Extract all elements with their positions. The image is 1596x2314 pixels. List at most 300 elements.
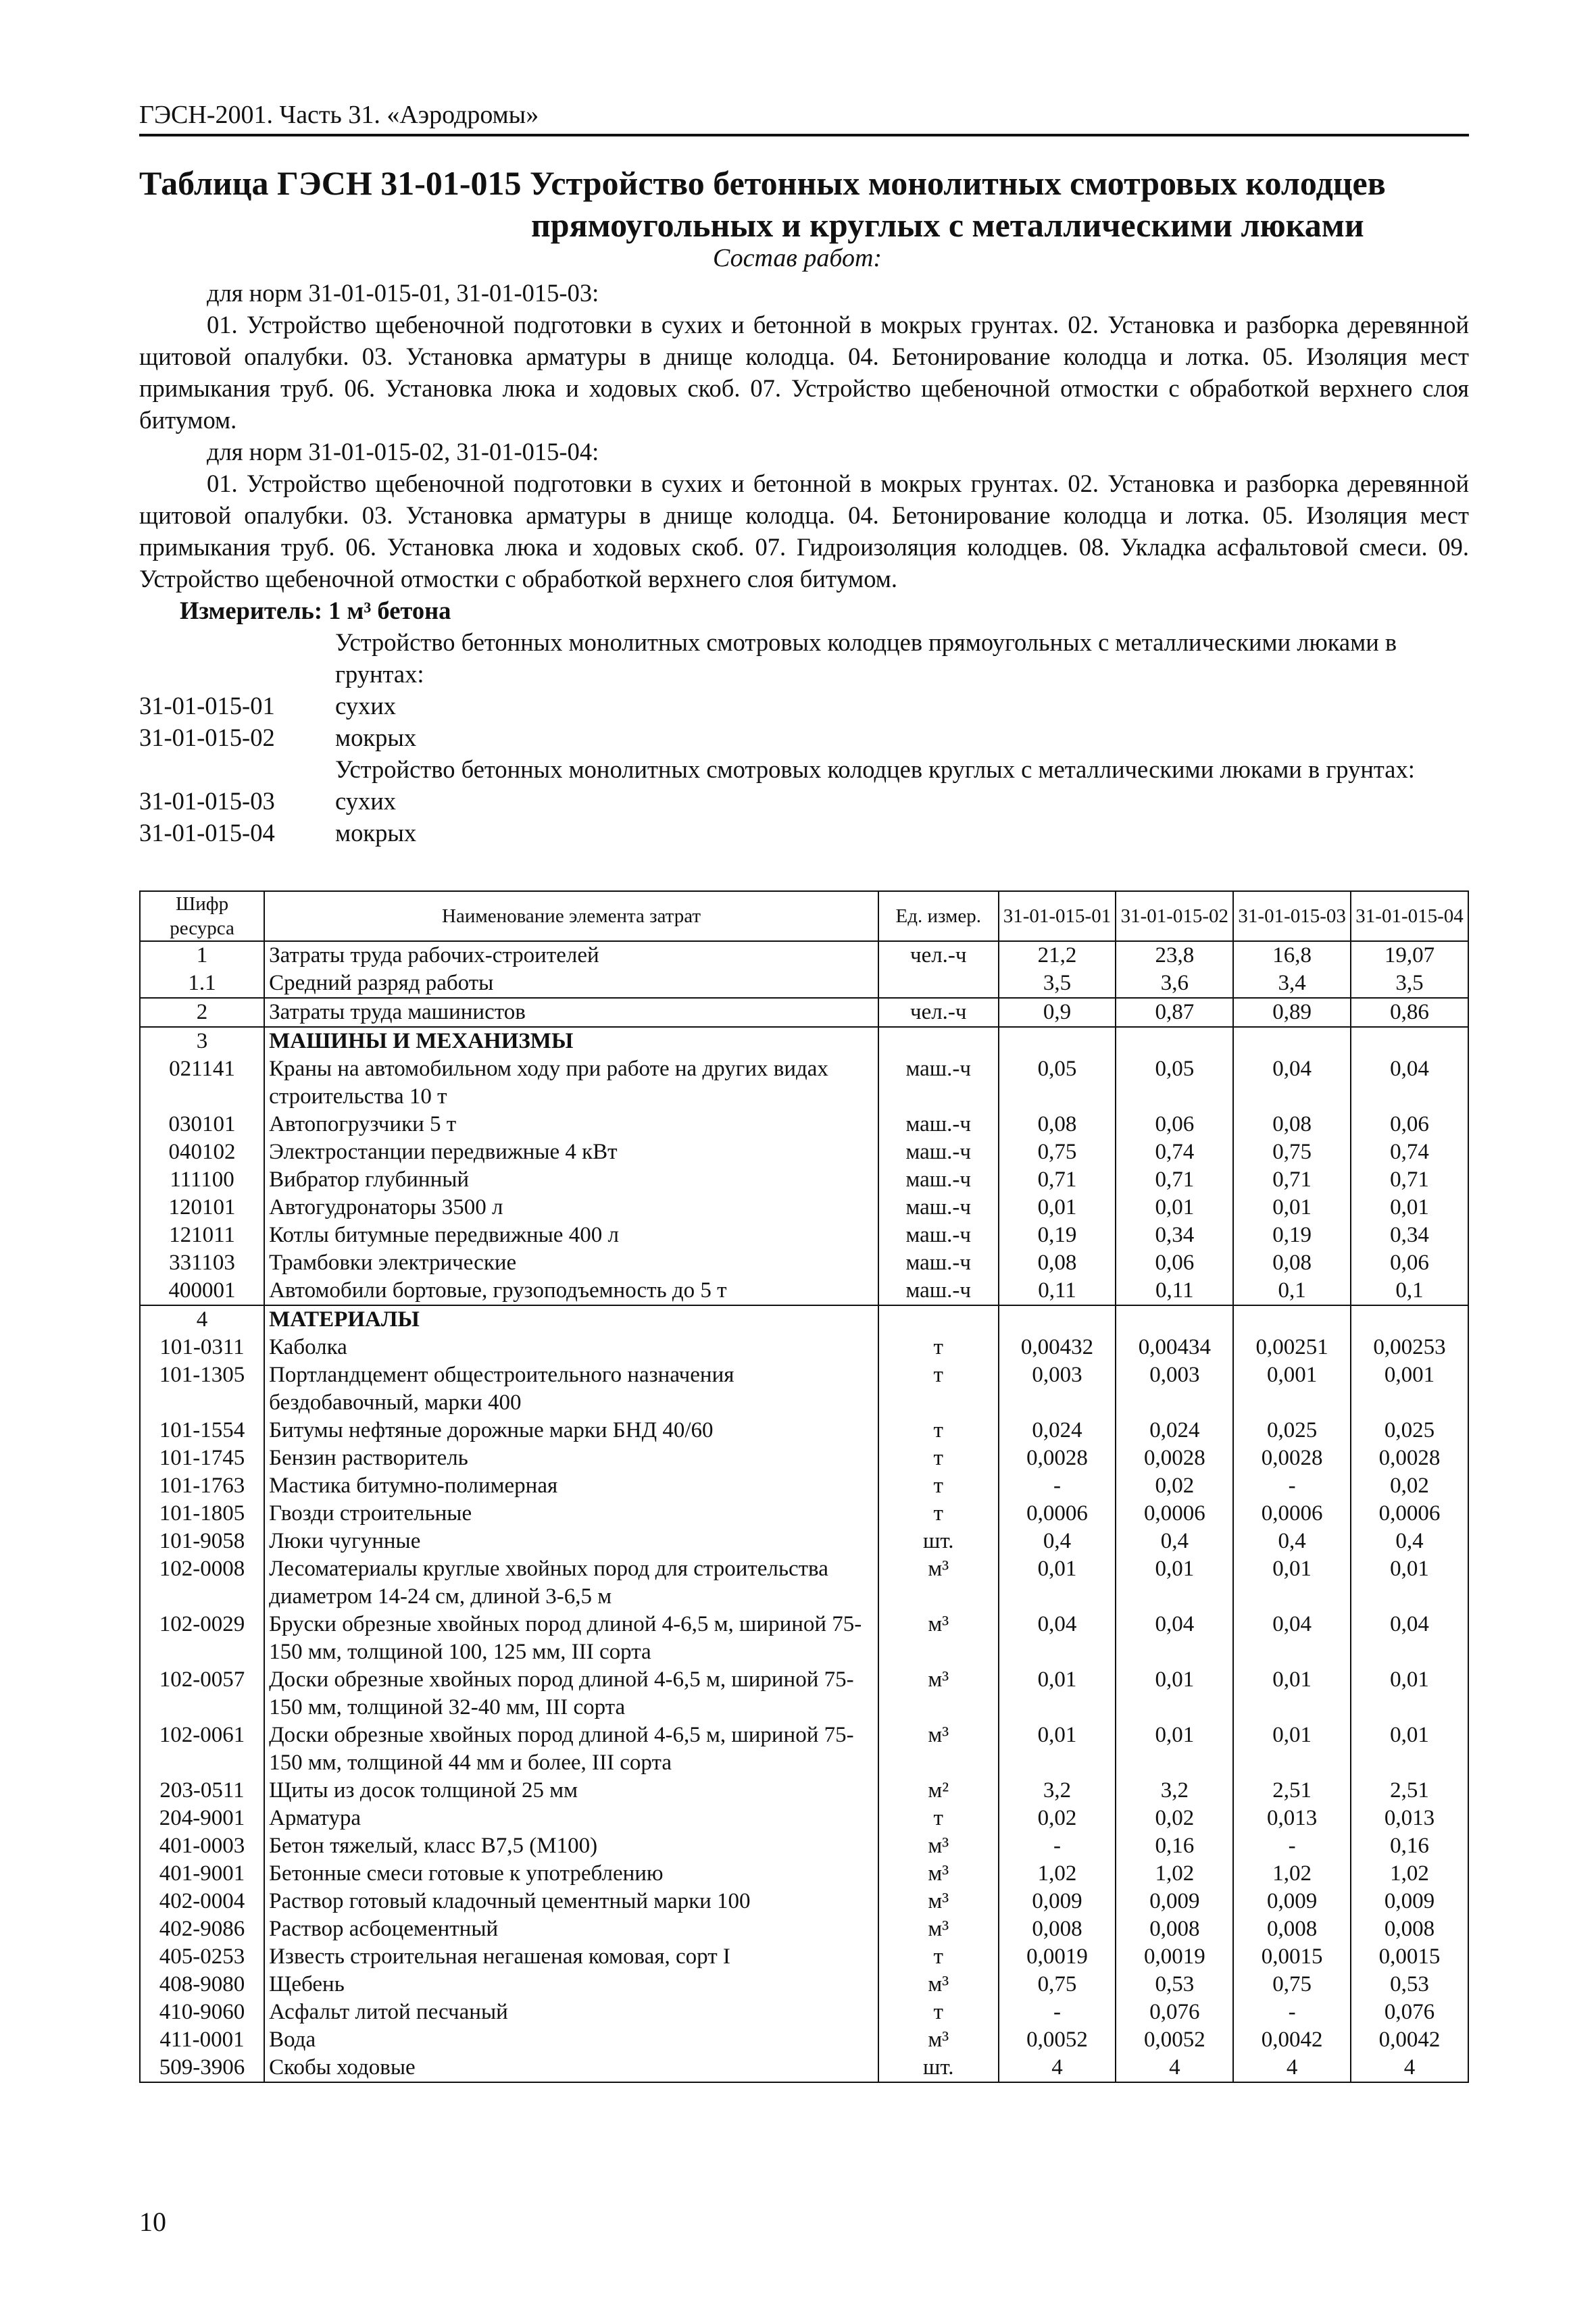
cell-norm-1: 0,75 <box>999 1138 1116 1166</box>
norm-code: 31-01-015-03 <box>139 787 275 815</box>
cell-norm-1: 0,11 <box>999 1277 1116 1305</box>
table-row <box>140 1361 1468 1417</box>
cell-norm-3: 0,0028 <box>1233 1444 1351 1472</box>
cell-norm-4: 0,00253 <box>1351 1334 1468 1361</box>
cell-norm-2: 0,003 <box>1116 1361 1233 1417</box>
cell-norm-3: 0,00251 <box>1233 1334 1351 1361</box>
cell-norm-4: 0,025 <box>1351 1417 1468 1444</box>
cell-code: 111100 <box>140 1166 264 1194</box>
cell-norm-1: 0,01 <box>999 1194 1116 1222</box>
cell-unit: маш.-ч <box>878 1166 999 1194</box>
cell-unit <box>878 1305 999 1334</box>
table-row <box>140 1555 1468 1611</box>
cell-code: 101-1554 <box>140 1417 264 1444</box>
cell-norm-3: - <box>1233 1832 1351 1860</box>
cell-norm-1: 0,0006 <box>999 1500 1116 1528</box>
cell-name: Автомобили бортовые, грузоподъемность до 5 т <box>264 1277 878 1305</box>
cell-norm-3: 0,04 <box>1233 1611 1351 1666</box>
cell-norm-1 <box>999 1305 1116 1334</box>
header-name: Наименование элемента затрат <box>264 891 878 941</box>
cell-norm-2: 0,05 <box>1116 1055 1233 1111</box>
cell-name: Битумы нефтяные дорожные марки БНД 40/60 <box>264 1417 878 1444</box>
cell-norm-1: 0,01 <box>999 1721 1116 1777</box>
cell-norm-4: 0,53 <box>1351 1971 1468 1998</box>
cell-norm-4: 0,0015 <box>1351 1943 1468 1971</box>
cell-unit: шт. <box>878 1528 999 1555</box>
cell-name: Автопогрузчики 5 т <box>264 1111 878 1138</box>
cell-norm-2: 0,01 <box>1116 1194 1233 1222</box>
cell-norm-2: 0,01 <box>1116 1555 1233 1611</box>
cell-name: Краны на автомобильном ходу при работе на других видах строительства 10 т <box>264 1055 878 1111</box>
cell-code: 101-1745 <box>140 1444 264 1472</box>
cell-unit: м² <box>878 1777 999 1805</box>
cell-name: МАШИНЫ И МЕХАНИЗМЫ <box>264 1027 878 1055</box>
cell-unit: т <box>878 1998 999 2026</box>
cell-name: Арматура <box>264 1805 878 1832</box>
cell-code: 400001 <box>140 1277 264 1305</box>
cell-norm-1 <box>999 1027 1116 1055</box>
cell-norm-4: 0,0006 <box>1351 1500 1468 1528</box>
cell-norm-1: - <box>999 1998 1116 2026</box>
norm-code: 31-01-015-01 <box>139 692 275 720</box>
cell-norm-1: 0,009 <box>999 1888 1116 1915</box>
cell-code: 3 <box>140 1027 264 1055</box>
cell-norm-3: 0,01 <box>1233 1666 1351 1721</box>
cell-norm-2: 0,009 <box>1116 1888 1233 1915</box>
norms-a-label: для норм 31-01-015-01, 31-01-015-03: <box>207 279 599 307</box>
table-row <box>140 1277 1468 1305</box>
table-row <box>140 1611 1468 1666</box>
cell-unit: маш.-ч <box>878 1055 999 1111</box>
header-norm-2: 31-01-015-02 <box>1116 891 1233 941</box>
cell-norm-3: 0,025 <box>1233 1417 1351 1444</box>
norm-code-row <box>139 817 1469 849</box>
cell-name: Гвозди строительные <box>264 1500 878 1528</box>
cell-code: 331103 <box>140 1249 264 1277</box>
cell-norm-1: 0,0052 <box>999 2026 1116 2054</box>
cell-norm-1: 0,75 <box>999 1971 1116 1998</box>
norm-code: 31-01-015-04 <box>139 819 275 847</box>
cell-norm-3: 0,04 <box>1233 1055 1351 1111</box>
cell-name: Раствор асбоцементный <box>264 1915 878 1943</box>
cell-norm-1: 0,05 <box>999 1055 1116 1111</box>
cell-norm-3: 0,01 <box>1233 1555 1351 1611</box>
table-row <box>140 1194 1468 1222</box>
cell-norm-2: 0,024 <box>1116 1417 1233 1444</box>
cell-code: 101-0311 <box>140 1334 264 1361</box>
cell-unit: маш.-ч <box>878 1138 999 1166</box>
cell-code: 203-0511 <box>140 1777 264 1805</box>
cell-norm-1: 0,024 <box>999 1417 1116 1444</box>
cell-code: 401-9001 <box>140 1860 264 1888</box>
table-row <box>140 1721 1468 1777</box>
cell-norm-4: 0,0028 <box>1351 1444 1468 1472</box>
cell-name: Затраты труда машинистов <box>264 998 878 1027</box>
norm-codes <box>139 626 1469 849</box>
table-row <box>140 1943 1468 1971</box>
cell-norm-2: 0,34 <box>1116 1222 1233 1249</box>
cell-norm-3 <box>1233 1027 1351 1055</box>
cell-norm-3: 0,1 <box>1233 1277 1351 1305</box>
cell-code: 204-9001 <box>140 1805 264 1832</box>
cell-norm-2: 0,87 <box>1116 998 1233 1027</box>
cell-norm-1: 0,08 <box>999 1249 1116 1277</box>
table-row <box>140 1528 1468 1555</box>
cell-norm-2: 3,2 <box>1116 1777 1233 1805</box>
cell-norm-3: 3,4 <box>1233 970 1351 998</box>
cell-norm-4: 0,008 <box>1351 1915 1468 1943</box>
cell-norm-4: 0,076 <box>1351 1998 1468 2026</box>
cell-unit: т <box>878 1805 999 1832</box>
cell-norm-1: 3,2 <box>999 1777 1116 1805</box>
cell-norm-2 <box>1116 1027 1233 1055</box>
cell-norm-1: 0,9 <box>999 998 1116 1027</box>
cell-unit: маш.-ч <box>878 1194 999 1222</box>
cell-name: Бензин растворитель <box>264 1444 878 1472</box>
cell-code: 102-0008 <box>140 1555 264 1611</box>
table-row <box>140 1305 1468 1334</box>
cell-norm-1: - <box>999 1472 1116 1500</box>
cell-norm-4: 0,16 <box>1351 1832 1468 1860</box>
cell-norm-2: 4 <box>1116 2054 1233 2082</box>
cell-norm-1: 0,01 <box>999 1555 1116 1611</box>
cell-unit <box>878 1027 999 1055</box>
cell-norm-4: 0,04 <box>1351 1611 1468 1666</box>
cell-unit: маш.-ч <box>878 1111 999 1138</box>
table-row <box>140 2054 1468 2082</box>
cell-unit: м³ <box>878 1888 999 1915</box>
running-header: ГЭСН-2001. Часть 31. «Аэродромы» <box>139 100 1469 136</box>
cell-norm-1: 0,08 <box>999 1111 1116 1138</box>
cell-unit: чел.-ч <box>878 941 999 970</box>
works-section <box>139 277 1469 849</box>
works-a-text: 01. Устройство щебеночной подготовки в сухих и бетонной в мокрых грунтах. 02. Установка и разборка деревянной щитовой опалубки. 03. Установка арматуры в днище колодца. 04. Бетонирование колодца и лотка. 05. Изоляция мест примыкания труб. 06. Установка люка и ходовых скоб. 07. Устройство щебеночной отмостки с обработкой верхнего слоя битумом. <box>139 311 1469 434</box>
table-row <box>140 1027 1468 1055</box>
cell-norm-4: 0,01 <box>1351 1666 1468 1721</box>
cell-code: 4 <box>140 1305 264 1334</box>
cell-norm-1: 0,003 <box>999 1361 1116 1417</box>
header-norm-3: 31-01-015-03 <box>1233 891 1351 941</box>
table-row <box>140 1111 1468 1138</box>
cell-name: Трамбовки электрические <box>264 1249 878 1277</box>
cell-norm-4: 0,04 <box>1351 1055 1468 1111</box>
cell-unit: шт. <box>878 2054 999 2082</box>
cell-norm-1: 0,008 <box>999 1915 1116 1943</box>
table-row <box>140 1777 1468 1805</box>
table-row <box>140 970 1468 998</box>
works-b-text: 01. Устройство щебеночной подготовки в сухих и бетонной в мокрых грунтах. 02. Установка и разборка деревянной щитовой опалубки. 03. Установка арматуры в днище колодца. 04. Бетонирование колодца и лотка. 05. Изоляция мест примыкания труб. 06. Установка люка и ходовых скоб. 07. Гидроизоляция колодцев. 08. Укладка асфальтовой смеси. 09. Устройство щебеночной отмостки с обработкой верхнего слоя битумом. <box>139 470 1469 593</box>
cell-name: Электростанции передвижные 4 кВт <box>264 1138 878 1166</box>
cell-norm-1: 0,71 <box>999 1166 1116 1194</box>
cell-name: Бруски обрезные хвойных пород длиной 4-6,5 м, шириной 75-150 мм, толщиной 100, 125 мм, III сорта <box>264 1611 878 1666</box>
cell-norm-4: 1,02 <box>1351 1860 1468 1888</box>
cell-norm-1: - <box>999 1832 1116 1860</box>
page-number: 10 <box>139 2207 166 2237</box>
cell-unit: м³ <box>878 1832 999 1860</box>
cell-norm-1: 0,0019 <box>999 1943 1116 1971</box>
cell-unit: т <box>878 1334 999 1361</box>
cell-norm-2: 23,8 <box>1116 941 1233 970</box>
cell-name: Щиты из досок толщиной 25 мм <box>264 1777 878 1805</box>
cell-norm-2: 0,71 <box>1116 1166 1233 1194</box>
cell-code: 401-0003 <box>140 1832 264 1860</box>
cell-norm-3: 0,0006 <box>1233 1500 1351 1528</box>
cell-code: 411-0001 <box>140 2026 264 2054</box>
header-norm-1: 31-01-015-01 <box>999 891 1116 941</box>
cell-norm-3: 2,51 <box>1233 1777 1351 1805</box>
cell-code: 102-0029 <box>140 1611 264 1666</box>
cell-code: 102-0057 <box>140 1666 264 1721</box>
cell-unit: м³ <box>878 1860 999 1888</box>
group2-description: Устройство бетонных монолитных смотровых колодцев круглых с металлическими люками в грунтах: <box>335 755 1415 783</box>
cell-norm-3: 0,75 <box>1233 1971 1351 1998</box>
cell-norm-1: 0,4 <box>999 1528 1116 1555</box>
cell-code: 1.1 <box>140 970 264 998</box>
cell-norm-3: - <box>1233 1472 1351 1500</box>
cell-norm-2: 0,06 <box>1116 1249 1233 1277</box>
cell-code: 101-9058 <box>140 1528 264 1555</box>
cell-unit: т <box>878 1444 999 1472</box>
cell-norm-4: 0,01 <box>1351 1555 1468 1611</box>
cell-norm-1: 0,04 <box>999 1611 1116 1666</box>
cell-unit: маш.-ч <box>878 1249 999 1277</box>
cell-norm-2: 0,11 <box>1116 1277 1233 1305</box>
table-header-row <box>140 891 1468 941</box>
table-row <box>140 941 1468 970</box>
cell-code: 121011 <box>140 1222 264 1249</box>
cell-norm-2: 0,02 <box>1116 1472 1233 1500</box>
norm-code-row <box>139 690 1469 722</box>
cell-code: 101-1805 <box>140 1500 264 1528</box>
cell-norm-4: 0,74 <box>1351 1138 1468 1166</box>
table-row <box>140 1055 1468 1111</box>
norm-code: 31-01-015-02 <box>139 724 275 751</box>
norm-code-label: мокрых <box>335 819 417 847</box>
cell-unit: т <box>878 1472 999 1500</box>
cell-norm-1: 3,5 <box>999 970 1116 998</box>
norm-code-label: сухих <box>335 692 397 720</box>
cell-norm-2: 0,74 <box>1116 1138 1233 1166</box>
cell-code: 408-9080 <box>140 1971 264 1998</box>
table-row <box>140 1915 1468 1943</box>
cell-norm-4 <box>1351 1305 1468 1334</box>
cell-norm-3: 0,08 <box>1233 1249 1351 1277</box>
cell-code: 120101 <box>140 1194 264 1222</box>
table-row <box>140 998 1468 1027</box>
cell-norm-2: 0,01 <box>1116 1666 1233 1721</box>
cell-norm-4: 0,34 <box>1351 1222 1468 1249</box>
table-row <box>140 1888 1468 1915</box>
cell-norm-1: 0,01 <box>999 1666 1116 1721</box>
table-row <box>140 1971 1468 1998</box>
cell-norm-4: 0,009 <box>1351 1888 1468 1915</box>
cell-norm-2: 0,53 <box>1116 1971 1233 1998</box>
cell-code: 402-9086 <box>140 1915 264 1943</box>
cell-name: Портландцемент общестроительного назначения бездобавочный, марки 400 <box>264 1361 878 1417</box>
table-row <box>140 1222 1468 1249</box>
cell-norm-4: 0,02 <box>1351 1472 1468 1500</box>
title-line-1: Таблица ГЭСН 31-01-015 Устройство бетонных монолитных смотровых колодцев <box>139 164 1386 202</box>
header-unit: Ед. измер. <box>878 891 999 941</box>
norms-b-label: для норм 31-01-015-02, 31-01-015-04: <box>207 438 599 466</box>
resources-table <box>139 890 1469 2083</box>
cell-norm-2: 0,0019 <box>1116 1943 1233 1971</box>
cell-norm-3: 0,01 <box>1233 1194 1351 1222</box>
cell-name: Известь строительная негашеная комовая, сорт I <box>264 1943 878 1971</box>
cell-name: Каболка <box>264 1334 878 1361</box>
cell-norm-1: 0,02 <box>999 1805 1116 1832</box>
cell-norm-3: 0,08 <box>1233 1111 1351 1138</box>
cell-name: Автогудронаторы 3500 л <box>264 1194 878 1222</box>
cell-norm-4: 0,01 <box>1351 1194 1468 1222</box>
cell-norm-3: 0,013 <box>1233 1805 1351 1832</box>
cell-name: Доски обрезные хвойных пород длиной 4-6,5 м, шириной 75-150 мм, толщиной 44 мм и более, III сорта <box>264 1721 878 1777</box>
cell-unit: маш.-ч <box>878 1222 999 1249</box>
norm-code-label: мокрых <box>335 724 417 751</box>
cell-norm-3: 0,01 <box>1233 1721 1351 1777</box>
table-row <box>140 1249 1468 1277</box>
cell-norm-3: 0,19 <box>1233 1222 1351 1249</box>
cell-norm-1: 0,0028 <box>999 1444 1116 1472</box>
cell-norm-3: 0,75 <box>1233 1138 1351 1166</box>
cell-norm-3 <box>1233 1305 1351 1334</box>
cell-code: 021141 <box>140 1055 264 1111</box>
cell-unit: т <box>878 1943 999 1971</box>
cell-name: МАТЕРИАЛЫ <box>264 1305 878 1334</box>
cell-norm-2: 0,16 <box>1116 1832 1233 1860</box>
header-code: Шифр ресурса <box>140 891 264 941</box>
norm-code-label: сухих <box>335 787 397 815</box>
cell-unit: м³ <box>878 1915 999 1943</box>
cell-name: Щебень <box>264 1971 878 1998</box>
cell-norm-4: 19,07 <box>1351 941 1468 970</box>
cell-code: 040102 <box>140 1138 264 1166</box>
cell-norm-2 <box>1116 1305 1233 1334</box>
cell-name: Люки чугунные <box>264 1528 878 1555</box>
cell-norm-3: 16,8 <box>1233 941 1351 970</box>
cell-norm-1: 4 <box>999 2054 1116 2082</box>
cell-norm-1: 0,00432 <box>999 1334 1116 1361</box>
cell-unit: м³ <box>878 1611 999 1666</box>
table-row <box>140 1998 1468 2026</box>
table-row <box>140 1417 1468 1444</box>
cell-name: Средний разряд работы <box>264 970 878 998</box>
table-row <box>140 1166 1468 1194</box>
table-row <box>140 1334 1468 1361</box>
cell-norm-3: 1,02 <box>1233 1860 1351 1888</box>
cell-norm-4: 0,013 <box>1351 1805 1468 1832</box>
cell-norm-4: 0,01 <box>1351 1721 1468 1777</box>
cell-norm-4: 0,86 <box>1351 998 1468 1027</box>
table-row <box>140 1860 1468 1888</box>
cell-norm-3: 0,71 <box>1233 1166 1351 1194</box>
cell-code: 2 <box>140 998 264 1027</box>
cell-norm-4: 4 <box>1351 2054 1468 2082</box>
cell-norm-3: 4 <box>1233 2054 1351 2082</box>
norm-code-row <box>139 785 1469 817</box>
cell-code: 030101 <box>140 1111 264 1138</box>
cell-norm-2: 0,0052 <box>1116 2026 1233 2054</box>
cell-norm-3: 0,89 <box>1233 998 1351 1027</box>
cell-norm-4: 0,71 <box>1351 1166 1468 1194</box>
norm-code-row <box>139 722 1469 753</box>
cell-name: Раствор готовый кладочный цементный марки 100 <box>264 1888 878 1915</box>
cell-norm-4: 0,001 <box>1351 1361 1468 1417</box>
cell-norm-4: 0,06 <box>1351 1111 1468 1138</box>
cell-name: Бетонные смеси готовые к употреблению <box>264 1860 878 1888</box>
cell-norm-1: 21,2 <box>999 941 1116 970</box>
cell-norm-2: 0,01 <box>1116 1721 1233 1777</box>
cell-name: Котлы битумные передвижные 400 л <box>264 1222 878 1249</box>
cell-unit: т <box>878 1361 999 1417</box>
cell-norm-4: 3,5 <box>1351 970 1468 998</box>
cell-name: Затраты труда рабочих-строителей <box>264 941 878 970</box>
cell-unit: маш.-ч <box>878 1277 999 1305</box>
cell-norm-4: 0,06 <box>1351 1249 1468 1277</box>
cell-unit: т <box>878 1500 999 1528</box>
table-row <box>140 1666 1468 1721</box>
cell-code: 101-1763 <box>140 1472 264 1500</box>
table-row <box>140 1832 1468 1860</box>
cell-name: Скобы ходовые <box>264 2054 878 2082</box>
table-row <box>140 1472 1468 1500</box>
table-row <box>140 1805 1468 1832</box>
table-title <box>139 162 1469 246</box>
cell-norm-4: 2,51 <box>1351 1777 1468 1805</box>
cell-norm-2: 0,076 <box>1116 1998 1233 2026</box>
cell-norm-2: 0,008 <box>1116 1915 1233 1943</box>
cell-norm-4 <box>1351 1027 1468 1055</box>
cell-norm-4: 0,4 <box>1351 1528 1468 1555</box>
cell-unit: м³ <box>878 1666 999 1721</box>
cell-name: Мастика битумно-полимерная <box>264 1472 878 1500</box>
cell-unit: м³ <box>878 1555 999 1611</box>
cell-unit: м³ <box>878 2026 999 2054</box>
cell-norm-2: 0,4 <box>1116 1528 1233 1555</box>
cell-norm-4: 0,1 <box>1351 1277 1468 1305</box>
cell-code: 402-0004 <box>140 1888 264 1915</box>
cell-norm-2: 1,02 <box>1116 1860 1233 1888</box>
cell-norm-3: 0,0042 <box>1233 2026 1351 2054</box>
cell-norm-2: 0,06 <box>1116 1111 1233 1138</box>
table-row <box>140 2026 1468 2054</box>
cell-unit: чел.-ч <box>878 998 999 1027</box>
measure-unit: Измеритель: 1 м³ бетона <box>180 597 451 624</box>
cell-name: Вибратор глубинный <box>264 1166 878 1194</box>
cell-name: Лесоматериалы круглые хвойных пород для строительства диаметром 14-24 см, длиной 3-6,5 м <box>264 1555 878 1611</box>
cell-norm-3: 0,008 <box>1233 1915 1351 1943</box>
cell-code: 509-3906 <box>140 2054 264 2082</box>
cell-unit <box>878 970 999 998</box>
cell-norm-2: 0,0028 <box>1116 1444 1233 1472</box>
table-row <box>140 1444 1468 1472</box>
cell-code: 1 <box>140 941 264 970</box>
cell-norm-3: 0,009 <box>1233 1888 1351 1915</box>
works-heading: Состав работ: <box>713 244 882 272</box>
cell-norm-2: 0,0006 <box>1116 1500 1233 1528</box>
cell-norm-2: 0,00434 <box>1116 1334 1233 1361</box>
cell-norm-2: 0,02 <box>1116 1805 1233 1832</box>
cell-name: Асфальт литой песчаный <box>264 1998 878 2026</box>
title-line-2: прямоугольных и круглых с металлическими люками <box>531 206 1364 244</box>
cell-norm-2: 0,04 <box>1116 1611 1233 1666</box>
cell-code: 101-1305 <box>140 1361 264 1417</box>
cell-norm-3: 0,4 <box>1233 1528 1351 1555</box>
cell-norm-1: 0,19 <box>999 1222 1116 1249</box>
cell-norm-2: 3,6 <box>1116 970 1233 998</box>
table-body <box>140 941 1468 2082</box>
header-norm-4: 31-01-015-04 <box>1351 891 1468 941</box>
